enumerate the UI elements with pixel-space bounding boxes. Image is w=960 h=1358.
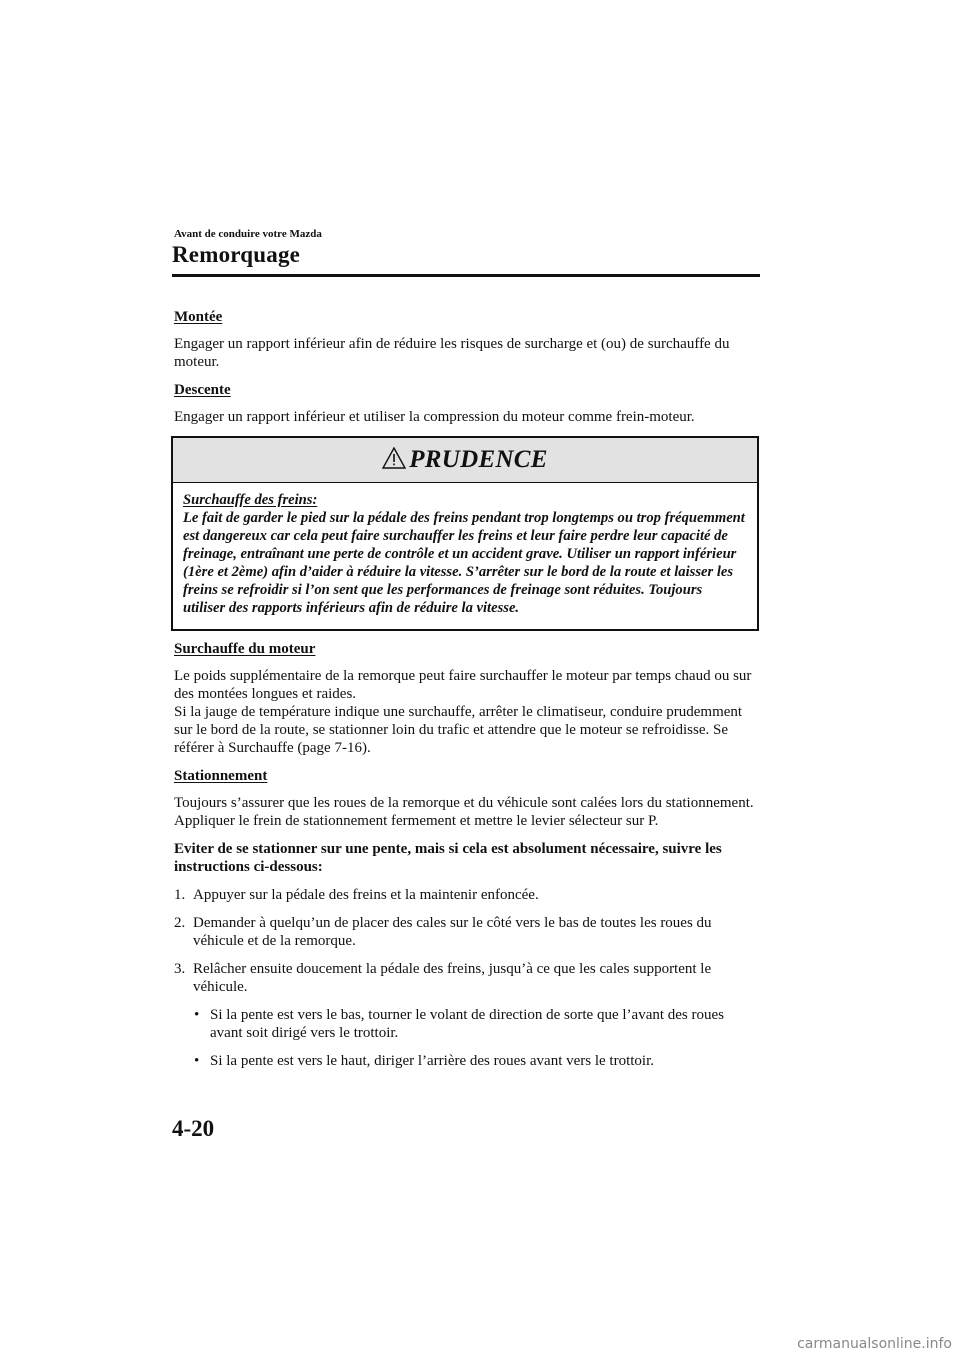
caution-subheading: Surchauffe des freins:: [183, 492, 318, 508]
list-item: [194, 1006, 760, 1042]
text-stationnement-bold: Eviter de se stationner sur une pente, mais si cela est absolument nécessaire, suivre les instructions ci-dessous:: [174, 841, 722, 875]
header-rule: [172, 274, 760, 277]
heading-montee: Montée: [174, 309, 223, 325]
bullet-mark: •: [194, 1007, 200, 1023]
watermark: carmanualsonline.info: [797, 1336, 952, 1352]
heading-stationnement: Stationnement: [174, 768, 268, 784]
caution-body: [173, 483, 757, 629]
step-text: Demander à quelqu’un de placer des cales sur le côté vers le bas de toutes les roues du véhicule et de la remorque.: [193, 915, 712, 949]
text-stationnement-1: Toujours s’assurer que les roues de la remorque et du véhicule sont calées lors du stationnement.: [174, 795, 754, 811]
bullet-mark: •: [194, 1053, 200, 1069]
list-item: [174, 886, 760, 904]
chapter-title: Remorquage: [172, 242, 301, 267]
bullet-text: Si la pente est vers le haut, diriger l’arrière des roues avant vers le trottoir.: [210, 1053, 655, 1069]
heading-surchauffe: Surchauffe du moteur: [174, 641, 316, 657]
step-number: 3.: [174, 961, 186, 977]
page-number: 4-20: [172, 1116, 215, 1141]
step-text: Appuyer sur la pédale des freins et la maintenir enfoncée.: [193, 887, 539, 903]
list-item: [194, 1052, 760, 1070]
caution-text: Le fait de garder le pied sur la pédale des freins pendant trop longtemps ou trop fréquemment est dangereux car cela peut faire surchauffer les freins et leur faire perdre leur capacité de freinage, entraînant une perte de contrôle et un accident grave. Utiliser un rapport inférieur (1ère et 2ème) afin d’aider à réduire la vitesse. S’arrêter sur le bord de la route et laisser les freins se refroidir si l’on sent que les performances de freinage sont réduites. Toujours utiliser des rapports inférieurs afin de réduire la vitesse.: [183, 510, 745, 616]
text-stationnement-2: Appliquer le frein de stationnement fermement et mettre le levier sélecteur sur P.: [174, 813, 659, 829]
text-montee: Engager un rapport inférieur afin de réduire les risques de surcharge et (ou) de surchauffe du moteur.: [174, 336, 730, 370]
list-item: [174, 960, 760, 996]
bullet-text: Si la pente est vers le bas, tourner le volant de direction de sorte que l’avant des roues avant soit dirigé vers le trottoir.: [210, 1007, 724, 1041]
bullet-list: [174, 1006, 760, 1070]
step-text: Relâcher ensuite doucement la pédale des freins, jusqu’à ce que les cales supportent le véhicule.: [193, 961, 712, 995]
caution-title: PRUDENCE: [409, 446, 548, 473]
text-surchauffe-2: Si la jauge de température indique une surchauffe, arrêter le climatiseur, conduire prudemment sur le bord de la route, se stationner loin du trafic et attendre que le moteur se refroidisse. Se référer à Surchauffe (page 7-16).: [174, 704, 743, 756]
step-number: 2.: [174, 915, 186, 931]
steps-list: [174, 886, 760, 996]
text-descente: Engager un rapport inférieur et utiliser la compression du moteur comme frein-moteur.: [174, 409, 695, 425]
warning-triangle-icon: [382, 447, 406, 469]
caution-box: [171, 436, 759, 631]
step-number: 1.: [174, 887, 186, 903]
list-item: [174, 914, 760, 950]
caution-header: [173, 438, 757, 483]
page-content: [174, 308, 760, 1080]
section-label: Avant de conduire votre Mazda: [174, 228, 322, 240]
text-surchauffe-1: Le poids supplémentaire de la remorque peut faire surchauffer le moteur par temps chaud ou sur des montées longues et raides.: [174, 668, 752, 702]
heading-descente: Descente: [174, 382, 231, 398]
